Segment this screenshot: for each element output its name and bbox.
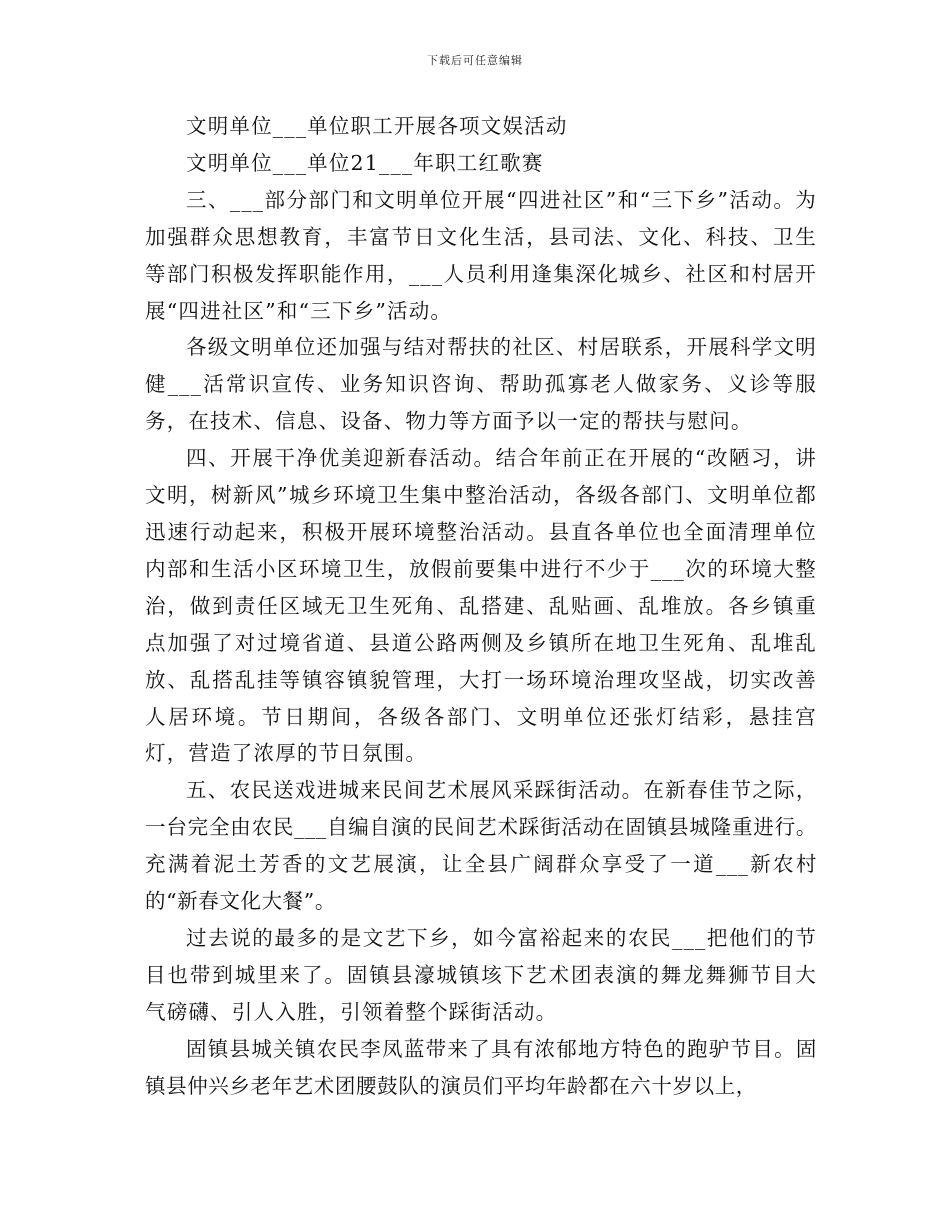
paragraph-6: 五、农民送戏进城来民间艺术展风采踩街活动。在新春佳节之际，一台完全由农民___自编自演的民间艺术踩街活动在固镇县城隆重进行。充满着泥土芳香的文艺展演，让全县广阔群众享受了一道___新农村的“新春文化大餐”。 bbox=[145, 778, 817, 914]
paragraph-7: 过去说的最多的是文艺下乡，如今富裕起来的农民___把他们的节目也带到城里来了。固镇县濠城镇垓下艺术团表演的舞龙舞狮节目大气磅礴、引人入胜，引领着整个踩街活动。 bbox=[145, 925, 817, 1024]
document-body bbox=[145, 108, 817, 1104]
paragraph-1: 文明单位___单位职工开展各项文娱活动 bbox=[186, 114, 568, 138]
paragraph-8: 固镇县城关镇农民李凤蓝带来了具有浓郁地方特色的跑驴节目。固镇县仲兴乡老年艺术团腰鼓队的演员们平均年龄都在六十岁以上， bbox=[145, 1036, 817, 1098]
paragraph-4: 各级文明单位还加强与结对帮扶的社区、村居联系，开展科学文明健___活常识宣传、业务知识咨询、帮助孤寡老人做家务、义诊等服务，在技术、信息、设备、物力等方面予以一定的帮扶与慰问。 bbox=[145, 335, 817, 434]
page-header: 下载后可任意编辑 bbox=[427, 54, 523, 67]
paragraph-2: 文明单位___单位21___年职工红歌赛 bbox=[186, 150, 544, 175]
paragraph-3: 三、___部分部门和文明单位开展“四进社区”和“三下乡”活动。为加强群众思想教育，丰富节日文化生活，县司法、文化、科技、卫生等部门积极发挥职能作用，___人员利用逢集深化城乡、社区和村居开展“四进社区”和“三下乡”活动。 bbox=[145, 187, 817, 323]
paragraph-5: 四、开展干净优美迎新春活动。结合年前正在开展的“改陋习，讲文明，树新风”城乡环境卫生集中整治活动，各级各部门、文明单位都迅速行动起来，积极开展环境整治活动。县直各单位也全面清理单位内部和生活小区环境卫生，放假前要集中进行不少于___次的环境大整治，做到责任区域无卫生死角、乱搭建、乱贴画、乱堆放。各乡镇重点加强了对过境省道、县道公路两侧及乡镇所在地卫生死角、乱堆乱放、乱搭乱挂等镇容镇貌管理，大打一场环境治理攻坚战，切实改善人居环境。节日期间，各级各部门、文明单位还张灯结彩，悬挂宫灯，营造了浓厚的节日氛围。 bbox=[145, 446, 817, 766]
